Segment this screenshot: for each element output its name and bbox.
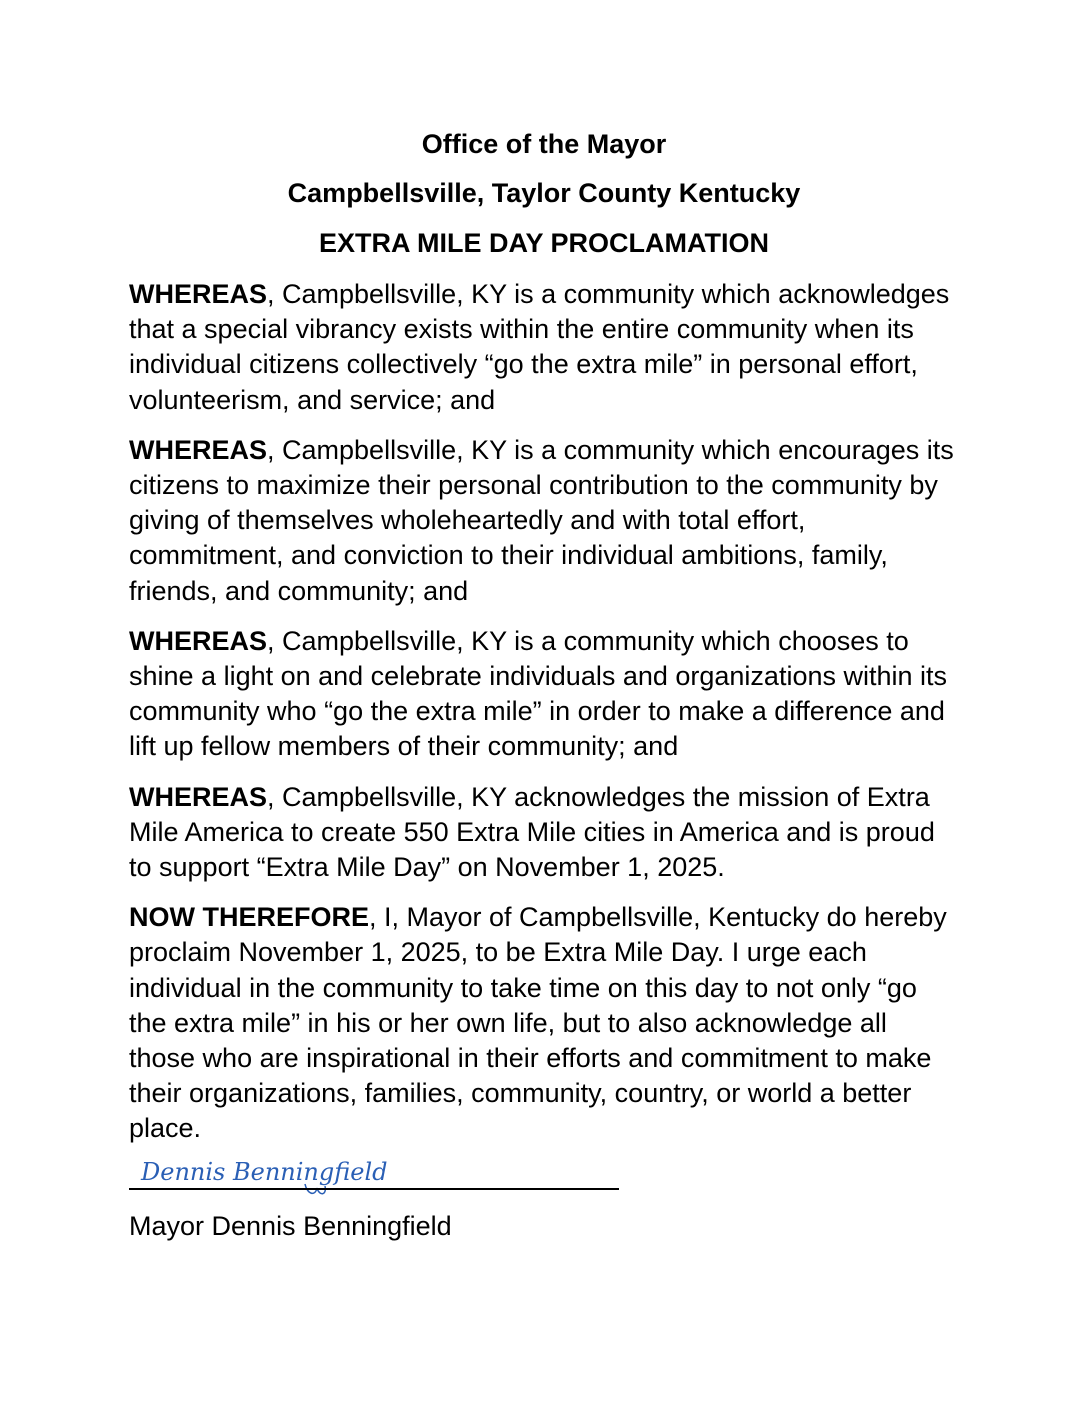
signature-block [129, 1150, 621, 1200]
proclamation-body [129, 277, 959, 1162]
mayor-name: Mayor Dennis Benningfield [129, 1211, 452, 1241]
signature-line [129, 1188, 619, 1190]
location-heading: Campbellsville, Taylor County Kentucky [287, 178, 801, 208]
whereas-paragraph-3 [129, 624, 959, 765]
paragraph-lead: WHEREAS [129, 279, 268, 309]
signature-text: Dennis Benningfield [141, 1158, 388, 1186]
paragraph-text: , Campbellsville, KY is a community which acknowledges that a special vibrancy exists within the entire community when its individual citizens collectively “go the extra mile” in personal effort, volunteerism, and service; and [129, 279, 950, 415]
paragraph-lead: WHEREAS [129, 625, 268, 656]
proclamation-title: EXTRA MILE DAY PROCLAMATION [318, 228, 770, 258]
paragraph-text: , Campbellsville, KY is a community which encourages its citizens to maximize their personal contribution to the community by giving of themselves wholeheartedly and with total effort, commitment, and conviction to their individual ambitions, family, friends, and community; and [129, 434, 954, 606]
whereas-paragraph-2 [129, 433, 959, 609]
office-heading: Office of the Mayor [421, 129, 667, 159]
paragraph-text: , Campbellsville, KY acknowledges the mission of Extra Mile America to create 550 Extra Mile cities in America and is proud to support “Extra Mile Day” on November 1, 2025. [129, 781, 935, 883]
now-therefore-paragraph [129, 900, 959, 1146]
paragraph-text: , Campbellsville, KY is a community which chooses to shine a light on and celebrate individuals and organizations within its community who “go the extra mile” in order to make a difference and lift up fellow members of their community; and [129, 625, 948, 762]
handwritten-signature [129, 1150, 429, 1200]
whereas-paragraph-4 [129, 780, 959, 886]
paragraph-lead: NOW THEREFORE [129, 902, 369, 933]
paragraph-text: , I, Mayor of Campbellsville, Kentucky do hereby proclaim November 1, 2025, to be Extra Mile Day. I urge each individual in the community to take time on this day to not only “go the extra mile” in his or her own life, but to also acknowledge all those who are inspirational in their efforts and commitment to make their organizations, families, community, country, or world a better place. [129, 902, 947, 1144]
whereas-paragraph-1 [129, 277, 959, 418]
paragraph-lead: WHEREAS [129, 781, 268, 812]
paragraph-lead: WHEREAS [129, 434, 268, 465]
